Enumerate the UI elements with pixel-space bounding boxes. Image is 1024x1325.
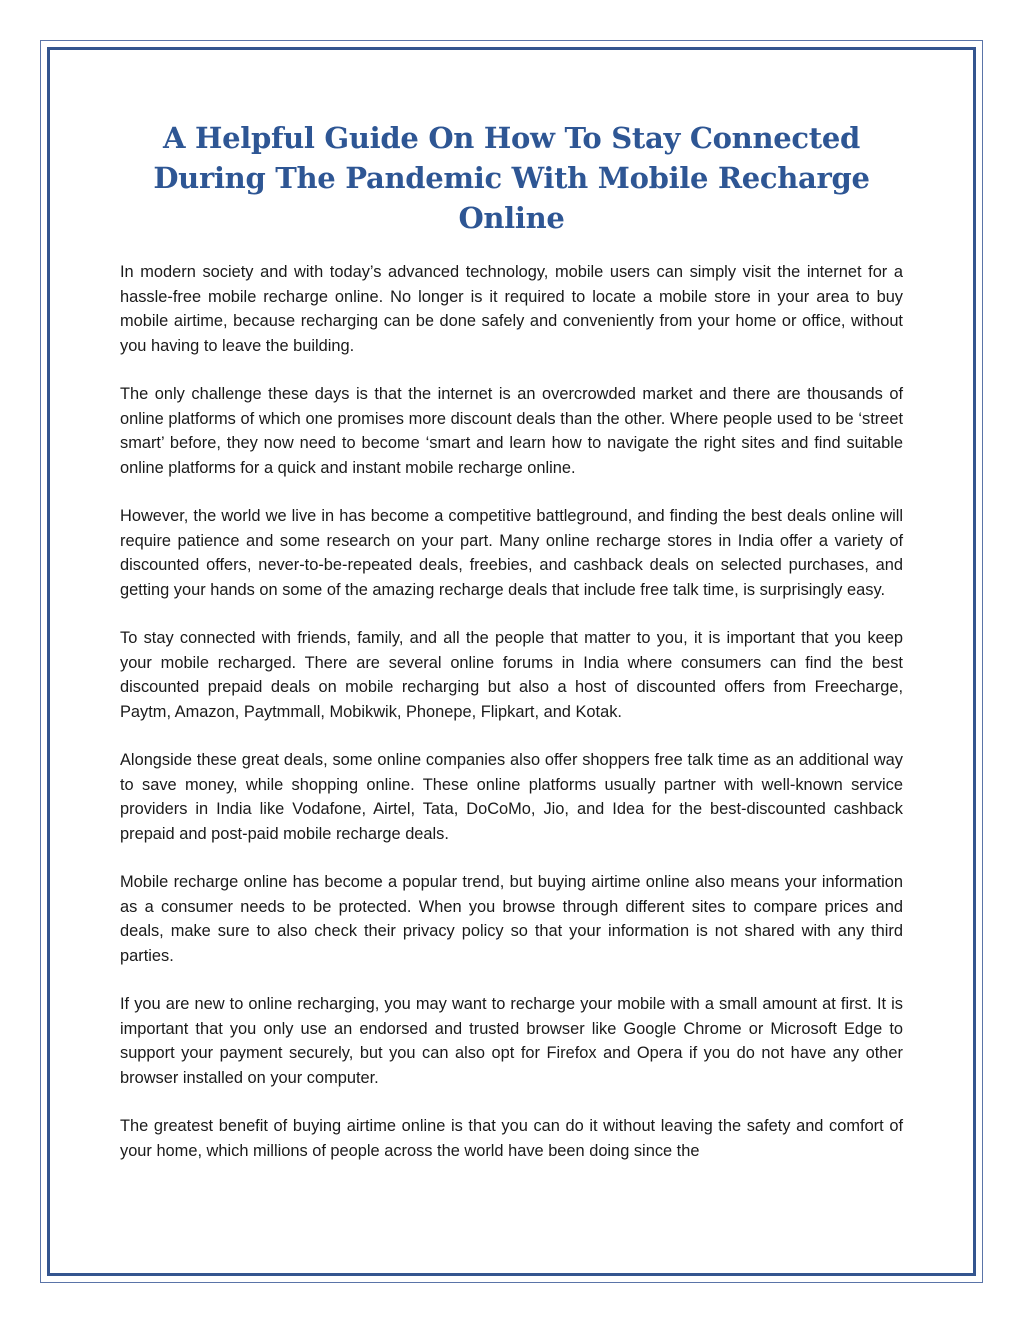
paragraph-4: To stay connected with friends, family, and all the people that matter to you, it is important that you keep your mobile recharged. There are several online forums in India where consumers can find the best discounted prepaid deals on mobile recharging but also a host of discounted offers from Freecharge, Paytm, Amazon, Paytmmall, Mobikwik, Phonepe, Flipkart, and Kotak.	[120, 629, 903, 721]
paragraph-6: Mobile recharge online has become a popular trend, but buying airtime online also means your information as a consumer needs to be protected. When you browse through different sites to compare prices and deals, make sure to also check their privacy policy so that your information is not shared with any third parties.	[120, 873, 903, 965]
paragraph-1: In modern society and with today’s advanced technology, mobile users can simply visit the internet for a hassle-free mobile recharge online. No longer is it required to locate a mobile store in your area to buy mobile airtime, because recharging can be done safely and conveniently from your home or office, without you having to leave the building.	[120, 263, 903, 355]
paragraph-2: The only challenge these days is that the internet is an overcrowded market and there are thousands of online platforms of which one promises more discount deals than the other. Where people used to be ‘street smart’ before, they now need to become ‘smart and learn how to navigate the right sites and find suitable online platforms for a quick and instant mobile recharge online.	[120, 385, 903, 477]
paragraph-8: The greatest benefit of buying airtime online is that you can do it without leaving the safety and comfort of your home, which millions of people across the world have been doing since the	[120, 1117, 903, 1160]
paragraph-5: Alongside these great deals, some online companies also offer shoppers free talk time as an additional way to save money, while shopping online. These online platforms usually partner with well-known service providers in India like Vodafone, Airtel, Tata, DoCoMo, Jio, and Idea for the best-discounted cashback prepaid and post-paid mobile recharge deals.	[120, 751, 903, 843]
document-content	[120, 118, 903, 1163]
paragraph-7: If you are new to online recharging, you may want to recharge your mobile with a small amount at first. It is important that you only use an endorsed and trusted browser like Google Chrome or Microsoft Edge to support your payment securely, but you can also opt for Firefox and Opera if you do not have any other browser installed on your computer.	[120, 995, 903, 1087]
document-body	[120, 260, 903, 1163]
paragraph-3: However, the world we live in has become a competitive battleground, and finding the best deals online will require patience and some research on your part. Many online recharge stores in India offer a variety of discounted offers, never-to-be-repeated deals, freebies, and cashback deals on selected purchases, and getting your hands on some of the amazing recharge deals that include free talk time, is surprisingly easy.	[120, 507, 903, 599]
document-title: A Helpful Guide On How To Stay Connected During The Pandemic With Mobile Recharge Online	[153, 121, 870, 235]
